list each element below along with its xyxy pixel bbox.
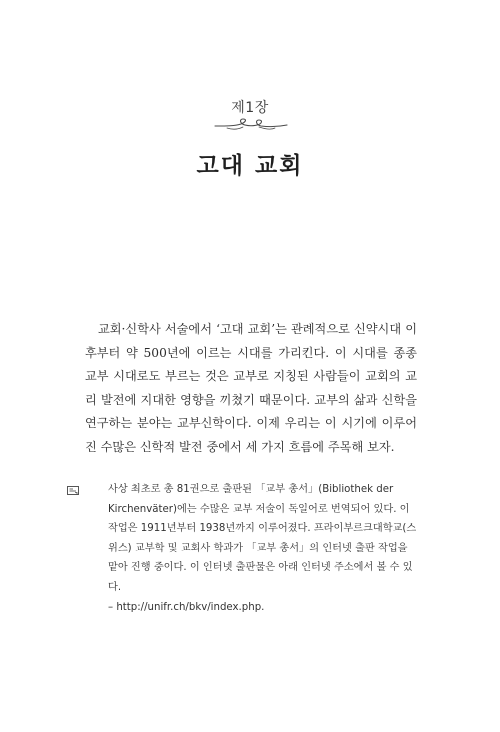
note-icon	[67, 486, 79, 496]
body-paragraph: 교회·신학사 서술에서 ‘고대 교회’는 관례적으로 신약시대 이후부터 약 500년에 이르는 시대를 가리킨다. 이 시대를 종종 교부 시대로도 부르는 것은 교부로 지칭된 사람들이 교회의 교리 발전에 지대한 영향을 끼쳤기 때문이다. 교부의 삶과 신학을 연구하는 분야는 교부신학이다. 이제 우리는 이 시기에 이루어진 수많은 신학적 발전 중에서 세 가지 흐름에 주목해 보자.	[85, 322, 417, 454]
chapter-label: 제1장	[231, 100, 269, 116]
footnote	[108, 480, 417, 617]
footnote-url[interactable]: – http://unifr.ch/bkv/index.php.	[108, 601, 265, 613]
footnote-text: 사상 최초로 총 81권으로 출판된 「교부 총서」(Bibliothek der Kirchenväter)에는 수많은 교부 저술이 독일어로 번역되어 있다. 이 작업은 1911년부터 1938년까지 이루어졌다. 프라이부르크대학교(스위스) 교부학 및 교회사 학과가 「교부 총서」의 인터넷 출판 작업을 맡아 진행 중이다. 이 인터넷 출판물은 아래 인터넷 주소에서 볼 수 있다.	[108, 484, 417, 593]
chapter-title: 고대 교회	[196, 153, 304, 179]
body-section	[85, 318, 417, 460]
flourish-ornament-icon	[213, 118, 289, 132]
